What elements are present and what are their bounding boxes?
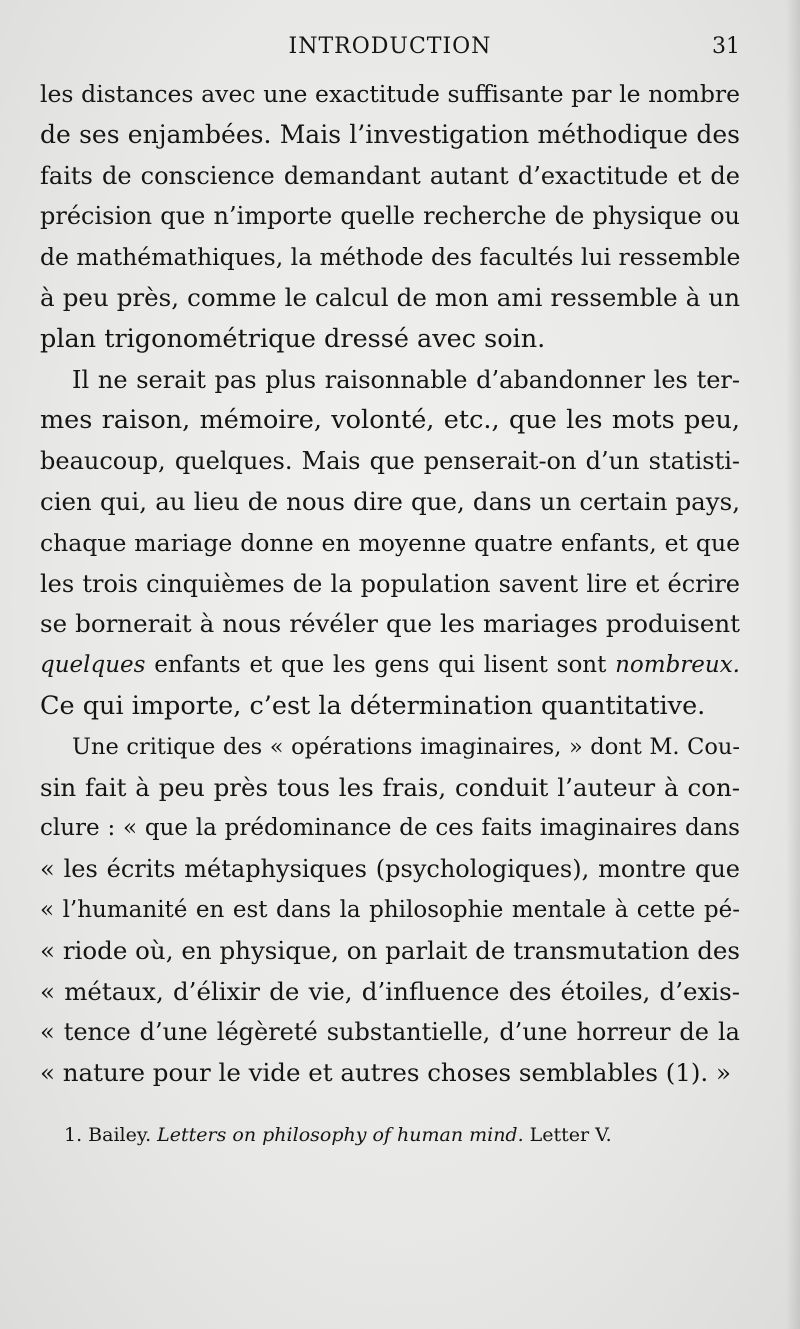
- footnote-title: Letters on philosophy of human mind.: [157, 1124, 524, 1146]
- text-line: les distances avec une exactitude suffisante par le nombre: [40, 80, 740, 108]
- text-line: « les écrits métaphysiques (psychologiques), montre que: [40, 855, 740, 884]
- text-line: Ce qui importe, c’est la détermination quantitative.: [40, 690, 706, 721]
- text-line: à peu près, comme le calcul de mon ami ressemble à un: [40, 282, 740, 312]
- text-line: faits de conscience demandant autant d’exactitude et de: [40, 161, 740, 190]
- text-line: beaucoup, quelques. Mais que penserait-on d’un statisti-: [40, 447, 740, 476]
- text-line-italic: [40, 645, 740, 686]
- text-line: « tence d’une légèreté substantielle, d’une horreur de la: [40, 1018, 740, 1047]
- body-text: [40, 74, 740, 1094]
- text-line: mes raison, mémoire, volonté, etc., que les mots peu,: [40, 405, 740, 436]
- page-header: [40, 32, 740, 66]
- text-line: clure : « que la prédominance de ces faits imaginaires dans: [40, 815, 740, 842]
- text-line: « métaux, d’élixir de vie, d’influence des étoiles, d’exis-: [40, 976, 740, 1006]
- text-line: précision que n’importe quelle recherche de physique ou: [40, 202, 740, 231]
- text-line: « l’humanité en est dans la philosophie mentale à cette pé-: [40, 896, 740, 923]
- italic-word: quelques: [40, 652, 146, 679]
- text-line: « riode où, en physique, on parlait de transmutation des: [40, 935, 740, 965]
- text-line: les trois cinquièmes de la population savent lire et écrire: [40, 569, 740, 598]
- text-line: Une critique des « opérations imaginaires, » dont M. Cou-: [72, 733, 740, 760]
- text-line: chaque mariage donne en moyenne quatre enfants, et que: [40, 528, 740, 557]
- text-line: de mathémathiques, la méthode des facultés lui ressemble: [40, 243, 741, 272]
- text-line: sin fait à peu près tous les frais, conduit l’auteur à con-: [40, 772, 740, 802]
- text-line: Il ne serait pas plus raisonnable d’abandonner les ter-: [72, 365, 740, 394]
- page-number: 31: [712, 34, 740, 59]
- text-line: « nature pour le vide et autres choses semblables (1). »: [40, 1058, 731, 1088]
- footnote-suffix: Letter V.: [523, 1124, 612, 1146]
- text-line: de ses enjambées. Mais l’investigation méthodique des: [40, 119, 740, 149]
- footnote: [64, 1120, 754, 1150]
- footnote-author: Bailey.: [82, 1124, 158, 1146]
- text-line: cien qui, au lieu de nous dire que, dans un certain pays,: [40, 486, 740, 516]
- page-edge-shadow: [786, 0, 800, 1329]
- running-title: INTRODUCTION: [288, 34, 492, 59]
- footnote-number: 1.: [64, 1124, 83, 1146]
- text-fragment: enfants et que les gens qui lisent sont: [145, 652, 616, 679]
- italic-word: nombreux.: [615, 652, 740, 679]
- text-line: plan trigonométrique dressé avec soin.: [40, 323, 546, 354]
- text-line: se bornerait à nous révéler que les mariages produisent: [40, 609, 740, 639]
